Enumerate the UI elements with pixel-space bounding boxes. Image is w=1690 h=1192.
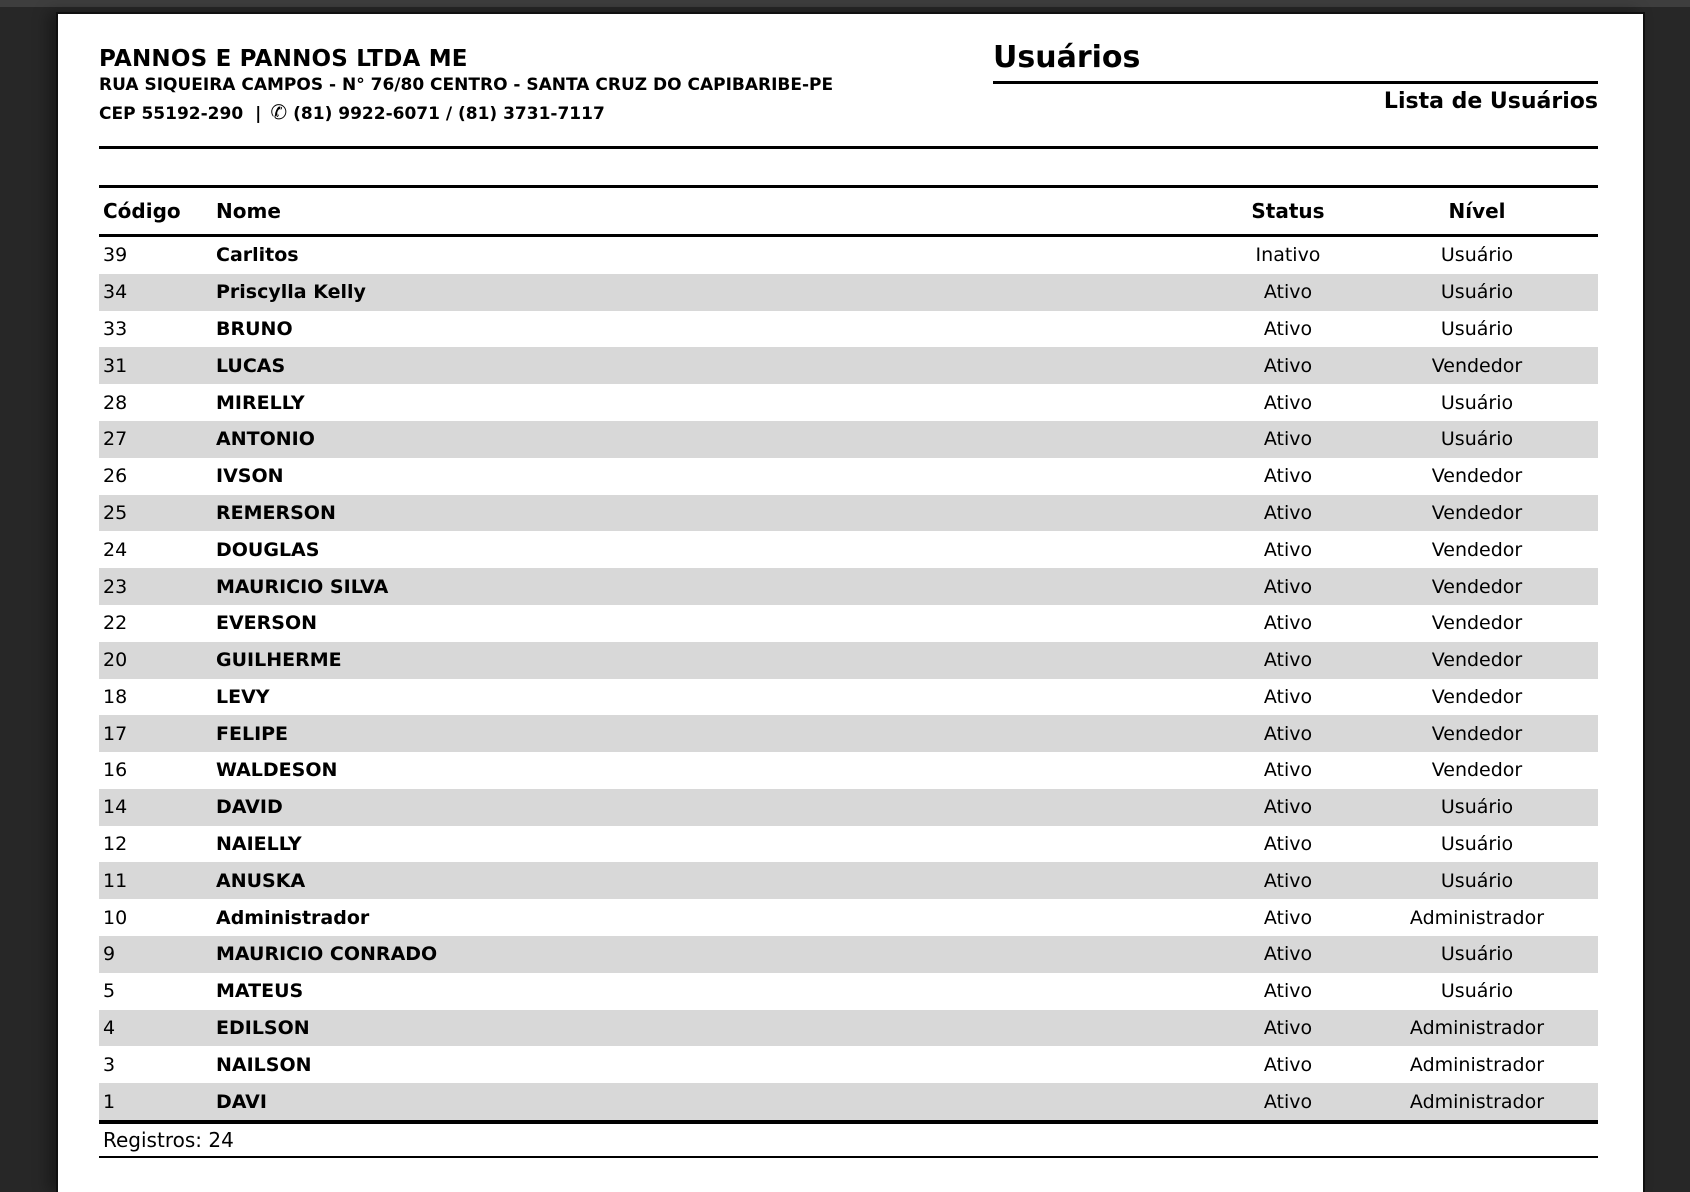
cell-codigo: 11 bbox=[103, 869, 128, 892]
cell-nivel: Vendedor bbox=[1431, 722, 1523, 745]
table-row bbox=[99, 789, 1598, 826]
table-row bbox=[99, 1010, 1598, 1047]
cell-nome: MAURICIO CONRADO bbox=[216, 943, 438, 966]
cell-codigo: 24 bbox=[103, 538, 128, 561]
cell-status: Ativo bbox=[1263, 501, 1313, 524]
cell-codigo: 31 bbox=[103, 354, 128, 377]
cell-codigo: 10 bbox=[103, 906, 128, 929]
cell-nome: NAIELLY bbox=[216, 833, 302, 856]
header-row bbox=[99, 186, 1598, 235]
cell-nome: MATEUS bbox=[216, 980, 304, 1003]
cell-codigo: 14 bbox=[103, 796, 128, 819]
cell-status: Inativo bbox=[1255, 244, 1321, 267]
users-table-header bbox=[99, 186, 1598, 235]
cell-nome: DAVID bbox=[216, 796, 283, 819]
cell-nome: ANUSKA bbox=[216, 869, 306, 892]
cell-nome: MAURICIO SILVA bbox=[216, 575, 389, 598]
cell-nivel: Vendedor bbox=[1431, 538, 1523, 561]
table-row bbox=[99, 274, 1598, 311]
table-row bbox=[99, 715, 1598, 752]
table-row bbox=[99, 973, 1598, 1010]
cell-codigo: 16 bbox=[103, 759, 128, 782]
cell-nivel: Usuário bbox=[1440, 317, 1514, 340]
cell-status: Ativo bbox=[1263, 612, 1313, 635]
record-count: Registros: 24 bbox=[99, 1124, 1598, 1158]
cell-status: Ativo bbox=[1263, 465, 1313, 488]
cell-codigo: 26 bbox=[103, 465, 128, 488]
report-page bbox=[56, 12, 1645, 1192]
cell-nome: REMERSON bbox=[216, 501, 336, 524]
table-row bbox=[99, 1083, 1598, 1122]
cell-status: Ativo bbox=[1263, 1053, 1313, 1076]
column-header-nivel: Nível bbox=[1356, 186, 1598, 235]
table-row bbox=[99, 642, 1598, 679]
cell-nome: WALDESON bbox=[216, 759, 338, 782]
user-table-body bbox=[99, 235, 1598, 1122]
cell-codigo: 18 bbox=[103, 685, 128, 708]
table-row bbox=[99, 458, 1598, 495]
cell-nome: FELIPE bbox=[216, 722, 289, 745]
table-row bbox=[99, 568, 1598, 605]
cell-codigo: 12 bbox=[103, 833, 128, 856]
cell-status: Ativo bbox=[1263, 575, 1313, 598]
cell-nivel: Vendedor bbox=[1431, 649, 1523, 672]
cell-codigo: 28 bbox=[103, 391, 128, 414]
cell-nome: EDILSON bbox=[216, 1017, 310, 1040]
cell-status: Ativo bbox=[1263, 980, 1313, 1003]
cell-codigo: 25 bbox=[103, 501, 128, 524]
company-address: RUA SIQUEIRA CAMPOS - N° 76/80 CENTRO - SANTA CRUZ DO CAPIBARIBE-PE bbox=[99, 75, 834, 96]
cell-codigo: 4 bbox=[103, 1017, 116, 1040]
table-row bbox=[99, 347, 1598, 384]
cell-nome: BRUNO bbox=[216, 317, 293, 340]
table-row bbox=[99, 384, 1598, 421]
cell-codigo: 23 bbox=[103, 575, 128, 598]
table-row bbox=[99, 421, 1598, 458]
cell-status: Ativo bbox=[1263, 354, 1313, 377]
cell-nome: GUILHERME bbox=[216, 649, 342, 672]
cell-nivel: Vendedor bbox=[1431, 575, 1523, 598]
table-row bbox=[99, 235, 1598, 273]
window-top-strip bbox=[0, 0, 1690, 7]
cell-status: Ativo bbox=[1263, 281, 1313, 304]
cell-status: Ativo bbox=[1263, 391, 1313, 414]
cell-codigo: 5 bbox=[103, 980, 116, 1003]
cell-codigo: 20 bbox=[103, 649, 128, 672]
cell-status: Ativo bbox=[1263, 428, 1313, 451]
cell-codigo: 3 bbox=[103, 1053, 116, 1076]
table-row bbox=[99, 936, 1598, 973]
cell-nivel: Usuário bbox=[1440, 281, 1514, 304]
cell-codigo: 9 bbox=[103, 943, 116, 966]
cell-nivel: Administrador bbox=[1409, 906, 1545, 929]
cell-nivel: Usuário bbox=[1440, 244, 1514, 267]
cell-status: Ativo bbox=[1263, 833, 1313, 856]
cell-codigo: 22 bbox=[103, 612, 128, 635]
users-table bbox=[99, 185, 1598, 1124]
cell-nome: Administrador bbox=[216, 906, 370, 929]
cell-status: Ativo bbox=[1263, 317, 1313, 340]
cell-nivel: Vendedor bbox=[1431, 612, 1523, 635]
cell-status: Ativo bbox=[1263, 943, 1313, 966]
column-header-status: Status bbox=[1220, 186, 1356, 235]
cell-nome: DOUGLAS bbox=[216, 538, 320, 561]
cell-nome: DAVI bbox=[216, 1090, 267, 1113]
company-phones: (81) 9922-6071 / (81) 3731-7117 bbox=[293, 103, 605, 124]
contact-separator: | bbox=[255, 103, 262, 124]
cell-nivel: Usuário bbox=[1440, 428, 1514, 451]
cell-nome: LEVY bbox=[216, 685, 270, 708]
cell-nome: Carlitos bbox=[216, 244, 299, 267]
cell-nivel: Vendedor bbox=[1431, 759, 1523, 782]
cell-nivel: Usuário bbox=[1440, 869, 1514, 892]
column-header-codigo: Código bbox=[99, 186, 212, 235]
company-cep: CEP 55192-290 bbox=[99, 103, 244, 124]
table-row bbox=[99, 605, 1598, 642]
cell-nivel: Vendedor bbox=[1431, 465, 1523, 488]
cell-status: Ativo bbox=[1263, 685, 1313, 708]
cell-status: Ativo bbox=[1263, 722, 1313, 745]
company-name: PANNOS E PANNOS LTDA ME bbox=[99, 46, 468, 72]
cell-codigo: 39 bbox=[103, 244, 128, 267]
header-divider-rule bbox=[99, 146, 1598, 149]
cell-status: Ativo bbox=[1263, 538, 1313, 561]
table-row bbox=[99, 826, 1598, 863]
phone-icon: ✆ bbox=[270, 99, 288, 124]
cell-nome: Priscylla Kelly bbox=[216, 281, 366, 304]
table-row bbox=[99, 311, 1598, 348]
table-row bbox=[99, 752, 1598, 789]
cell-status: Ativo bbox=[1263, 649, 1313, 672]
cell-nivel: Vendedor bbox=[1431, 354, 1523, 377]
cell-nivel: Vendedor bbox=[1431, 501, 1523, 524]
cell-nivel: Administrador bbox=[1409, 1017, 1545, 1040]
cell-nome: IVSON bbox=[216, 465, 284, 488]
cell-nome: EVERSON bbox=[216, 612, 318, 635]
cell-codigo: 34 bbox=[103, 281, 128, 304]
cell-nivel: Administrador bbox=[1409, 1090, 1545, 1113]
cell-codigo: 1 bbox=[103, 1090, 116, 1113]
cell-codigo: 33 bbox=[103, 317, 128, 340]
table-row bbox=[99, 679, 1598, 716]
cell-nivel: Usuário bbox=[1440, 980, 1514, 1003]
table-row bbox=[99, 495, 1598, 532]
cell-status: Ativo bbox=[1263, 906, 1313, 929]
table-row bbox=[99, 531, 1598, 568]
cell-nivel: Administrador bbox=[1409, 1053, 1545, 1076]
report-title: Usuários bbox=[993, 40, 1598, 84]
cell-status: Ativo bbox=[1263, 1017, 1313, 1040]
cell-nome: ANTONIO bbox=[216, 428, 315, 451]
report-title-block bbox=[993, 40, 1598, 114]
table-row bbox=[99, 1046, 1598, 1083]
cell-status: Ativo bbox=[1263, 796, 1313, 819]
report-subtitle: Lista de Usuários bbox=[1383, 89, 1598, 114]
cell-nivel: Vendedor bbox=[1431, 685, 1523, 708]
cell-codigo: 17 bbox=[103, 722, 128, 745]
cell-nome: MIRELLY bbox=[216, 391, 305, 414]
cell-nome: LUCAS bbox=[216, 354, 286, 377]
cell-nivel: Usuário bbox=[1440, 796, 1514, 819]
cell-nivel: Usuário bbox=[1440, 391, 1514, 414]
cell-status: Ativo bbox=[1263, 759, 1313, 782]
table-row bbox=[99, 862, 1598, 899]
cell-nivel: Usuário bbox=[1440, 833, 1514, 856]
column-header-nome: Nome bbox=[212, 186, 1220, 235]
cell-nivel: Usuário bbox=[1440, 943, 1514, 966]
cell-codigo: 27 bbox=[103, 428, 128, 451]
table-row bbox=[99, 899, 1598, 936]
cell-status: Ativo bbox=[1263, 1090, 1313, 1113]
cell-status: Ativo bbox=[1263, 869, 1313, 892]
cell-nome: NAILSON bbox=[216, 1053, 312, 1076]
